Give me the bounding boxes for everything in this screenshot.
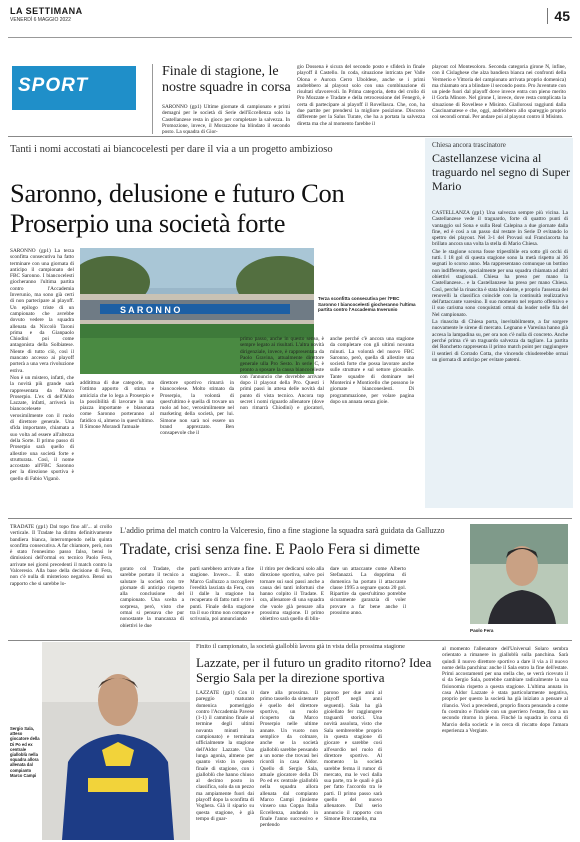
paragraph: dare un attaccante come Alberto Stefanazzi. La dopprima di domenica ha portato il attaccante classe 1995 a segnare quota 20 gol. Ripartire da quest'ultimo potrebbe sicuramente garanzia di voler provare a far bene anche il prossimo anno. (330, 566, 406, 617)
lazzate-kicker: Finito il campionato, la società gialloblù lavora già in vista della prossima stagione (196, 643, 405, 650)
main-story-col-2 (80, 380, 154, 506)
paragraph: SARONNO (gp1) La terza sconfitta consecutiva ha fatto terminare con una giornata di anticipo il campionato del FBC Saronno. I biancocelesti giocheranno l'ultima partita contro l'Accademia Inverunio, ma sono già certi di non partecipare ai playoff. Un epilogo triste di un campionato che avrebbe dovuto vedere la squadra allenata da Niccolò Taroni prima e da Gianpaolo Chiodini poi come antagonista della Solbiatese. Niente di tutto ciò, così il mancato accesso ai playoff porterà a una vera rivoluzione estiva. (10, 248, 74, 374)
main-story-headline: Saronno, delusione e futuro Con Proserpio una società forte (10, 178, 345, 238)
sidebar-kicker: Chiesa ancora trascinatore (432, 141, 506, 149)
top-story-headline: Finale di stagione, le nostre squadre in corsa (162, 64, 291, 95)
divider (8, 640, 572, 641)
lazzate-photo-caption: Sergio Sala, atteso giocatore della Di Po ed ex centrale gialloblù nella squadra allora allenata dal compianto Marco Campi (10, 726, 40, 778)
main-story-col-3 (160, 380, 234, 506)
paragraph: La rinascita di Chiesa porta, inevitabilmente, a far sorgere nuovamente le sirene di mercato. Legnano e Varesina hanno già accesa la lampadina su, per ora non c'è nulla di concreto. Anche perché prima c'è un traguardo salvezza da tagliare. La partita del Ronchetto rappresenta il primo match point per raggiungere il sentieri di Corrado Cotta, che vincendo chiudereebbe ormai un giornata di anticipo per evitare patemi. (432, 319, 568, 363)
main-story-kicker: Tanti i nomi accostati ai biancocelesti per dare il via a un progetto ambizioso (10, 144, 333, 155)
portrait-image (42, 642, 190, 840)
paragraph: CASTELLANZA (gp1) Una salvezza sempre più vicina. La Castellanzese vede il traguardo, forte di quattro punti di vantaggio sul Sona e sulla Real Calepina a due giornate dalla fine, ed è così a un passo dal restare in Serie D evitando lo spettro dei playout. Nel 3-1 del Provasi sul Franciacorta ha brillato ancora una volta la stella di Mario Chiesa. (432, 210, 568, 248)
tradate-kicker: L'addio prima del match contro la Valceresio, fino a fine stagione la squadra sarà guidata da Galluzzo (120, 526, 445, 535)
divider (8, 136, 572, 137)
portrait-image (470, 524, 568, 624)
paragraph: LAZZATE (gp1) Con il pareggio maturato domenica pomeriggio contro l'Accademia Pavese (1-1) il cammino finale al termine degli ultimi novanta minuti in campionato) e terminata ufficialmente la stagione dell'Aldor Lazzate. Una lunga agonia, almeno per quanto visto in questo finale di stagione, con i gialloblù che hanno chiuso al decimo posto in classifica, solo da un pezzo ma ampiamente fuori dai playoff dopo la sconfitta di Voghera. Già il sipario su questa stagione, è già tempo di guar- (196, 690, 254, 822)
main-photo-caption: Terza sconfitta consecutiva per l'FBC Saronno I biancocelesti giocheranno l'ultima partita contro l'Accademia Inverunio (318, 296, 416, 313)
paolo-fera-photo (470, 524, 568, 624)
paragraph: parti sarebbero arrivate a fine stagione. Invece... È stato Marco Galluzzo a raccogliere l'eredità lasciata da Fera, con il dalle la stagione ha recuperato di fatto tutti e tre i punti. Finale della stagione tra il suo ritmo non compare e scrivania, poi annunciando (190, 566, 254, 623)
divider (8, 518, 572, 519)
paragraph: SARONNO (gp1) Ultime giornate di campionato e primi demagni per le società di Serie dell'Eccellenza solo la Castellanzese resta in gioco per completare la salvezza. In Promozione, invece, il Morazzone ha blindato il secondo posto. La squadra di Gior- (162, 104, 290, 136)
lazzate-headline: Lazzate, per il futuro un gradito ritorno? Idea Sergio Sala per la direzione sportiva (196, 655, 432, 685)
paragraph: gorato col Tradate, che sarebbe portato il tecnico a salutare la società con tre giornate di anticipo rispetto alla conclusione del campionato. Una scelta a sorpresa, però, visto che ormai si pensava che pur nonostante la mancanza di obiettivi le due (120, 566, 184, 629)
paragraph: primo passo, anche in questo senso, è sempre legato ai risultati. L'altra novità dirigenziale, invece, è rappresentata da Paolo Gravina, attualmente direttore generale ulla Pro Sesto. In serie C, è pronto a sposare la causa biancoceleste con l'annuncio che dovrebbe arrivare dopo il playout della Pro. Questi i primi passi in attesa delle novità dal punto di vista tecnico. Ancora top secret i nomi riguardo allenatore (dove non rimarrà Chiodini) e giocatori, anche perché c'è ancora una stagione da completare con gli ultimi novanta minuti. La volontà del nuovo FBC Saronno, però, quella di allestire una società forte che possa lavorare anche sulle strutture e sul settore giovanile. Tante squadre di dominare nel Monterini e Monticello che possono le giornate bianconeslesti. Di programmazione, per volare pagina dopo un annata senza gioie. (240, 336, 414, 412)
tradate-col-1 (10, 524, 112, 636)
paragraph: al momento l'allenatore dell'Universal Solaro sembra orientato a rimanere in gialloblù sulla panchina. Sarà quindi il nuovo direttore sportivo a dare il via a il nuovo nome della panchina: anche il Sala entro la fine dell'estate. Primi accostamenti per una stella che, se verrà ricevuto il sì da Sergio Sala, potrebbe cambiare radicalmente la sua fisionomia rispetto a questa stagione. L'ultima annata in casa Aldor Lazzate è stata particolarmente negativa, proprio per questo la società ha già iniziato a pensare al rilancio. Voci a precedenti, proprio finora pensando a come fu costruito e l'indole con un guerriero l'estate, fino a un secondo ritorno in pieno. Finché la squadra in corsa di Marcio della società: e in cerca di riscatto dopo l'amara esperienza a Vergiate. (442, 646, 568, 734)
lazzate-col-2 (260, 690, 318, 838)
publication-name: LA SETTIMANA (10, 6, 83, 16)
paragraph: il ritiro per dedicarsi solo alla direzione sportiva, salvo poi tornare sui suoi passi anche a causa dei tanti infortuni che hanno colpito il Tradate. E ora, allenatore di una squadra che vuole già pensare alla prossima stagione. Il primo obiettivo sarà quello di blin- (260, 566, 324, 623)
page-number: 45 (547, 8, 570, 24)
paragraph: TRADATE (gp1) Dal topo fino all'... al crollo verticale. Il Tradate ha diritto definitivamente bandiera bianca, interrompendo nella quinta sconfitta consecutiva. A far chiamore, però, non è stato l'ennesimo passo falso, bensì le dimissioni dell'ormai ex tecnico Paolo Fera, arrivate nei giorni precedenti il match contro la Valceresio. Alla base della decisione di Fera, non c'è nulla di misterioso negativo. Bensì un rapporto che si sarebbe lo- (10, 524, 112, 587)
top-story-col-1 (162, 104, 290, 136)
tradate-col-3 (190, 566, 254, 636)
paragraph: Non è un mistero, infatti, che la novità più grande sarà rappresentata da Marco Proserpio. L'ex di dell'Aldo Lazzate, infatti, arriverà in biancocelesete verosimilmente con il ruolo di direttore generale. Una sfida importante, chiamata a suo volta ad essere all'altezza della Sorte. Il primo passo di Proserpio sarà quello di allestire una società forte e strutturata. Così, il nome accostato all'FBC Saronno per la direzione sportiva è quello di Fabio Viganò. (10, 374, 74, 482)
lazzate-col-3 (324, 690, 382, 838)
paragraph: gio Dossena è sicura del secondo posto e sfiderà in finale playoff il Castello. In coda, situazione intricata per Valle Olona e Aurora Cerro Uboldese, anche se i primi andrebbero ai playout solo con una combinazione di risultati sfavorevoli. In Prima categoria, detto del crollo di Pro Mozzate e Tradate e della retrocessione del Fenegrò, è certa di partecipare ai playoff il Rovellasca. Che, con, ha due partite per prendersi la migliore posizione. Discorso differente per la Salus Turate, che ha a portata la salvezza diretta ma che al momento farebbe il (297, 64, 425, 127)
paragraph: direttore sportivo rimarrà in biancocelese. Molto stimato da Proserpio, la volontà di quest'ultimo è quella di trovare un ruolo ad hoc, verosimilmente nel marketing della società, per lui. Simone non sarà noi essere un brand apprezzato. Ben consapevole che il (160, 380, 234, 437)
sidebar-body (432, 210, 568, 502)
tradate-col-2 (120, 566, 184, 636)
paragraph: additittua di due categorie, ma l'ottimo apporto di stima e amicizia che lo lega a Proserpio e la possibilità di lavorare in una piazza importante e blasonata come Saronno porteranno al fatidico sì, almeno in quest'ultimo. Il Simone Morandi l'amuale (80, 380, 154, 431)
top-story-col-2 (297, 64, 425, 128)
tradate-headline: Tradate, crisi senza fine. E Paolo Fera si dimette (120, 541, 420, 558)
sergio-sala-photo (42, 642, 190, 840)
issue-date: VENERDÌ 6 MAGGIO 2022 (10, 17, 71, 23)
tradate-col-5 (330, 566, 406, 636)
top-story-col-3 (432, 64, 566, 122)
sidebar-story (425, 138, 573, 508)
paragraph: Che le stagione scorsa fosse tripestibile era sotto gli occhi di tutti. I 18 gol di questa stagione sono la metà rispetto ai 36 segnati lo scorso anno. Ma rappresentano comunque un bottino non indifferente, specialmente per una squadra chiamata ad altri obiettivi stagionali. Chiesa ha preso per mano la Castellanzese... e la Castellanzese ha preso per mano Chiesa. Così, perché la rinascita è stata bivalente, e proprio l'assenza del renovelli la classifica coincide con la continuità realizzativa dell'attaccante varesino. Il suo momento nel reparto offensivo e il suo carisma sono conquistati ormai da leader nelle fila del Nel campionato. (432, 248, 568, 318)
svg-text:S A R O N N O: S A R O N N O (120, 305, 181, 315)
masthead (8, 4, 572, 38)
paragraph: dare alla prossima. Il primo tassello da sistemare è quello del direttore sportivo, un ruolo ricoperto da Marco Proserpio nelle ultime annate. Un vuoto non semplice da colmare, anche se la società gialloblù sarebbe pensando a un nome che trovasi bei ricordi in casa Aldor. Quello di Sergio Sala, attuale giocatore della Di Po ed ex centrale gialloblù nella squadra allora allenata dal compianto Marco Campi (insieme vinsero una Coppa Italia Eccellenza, andando in finale l'anno successivo e perdendo (260, 690, 318, 829)
lazzate-col-1 (196, 690, 254, 838)
lazzate-col-4 (442, 646, 568, 838)
paragraph: playout col Montesoloro. Seconda categoria girone N, infine, con il Cislaghese che alza bandiera bianca nei confronti della Vermerio e Vittoria del campionato arrivata proprio domenica) ma chiamato ora a blindare il secondo posto. Pro Juventute con un piede fuori dal playoff dove invece entra con pieno merito il Gorla Minore. Nel girone I, invece, dove resta complicata la situazione di Rovellese e Misinto. Giallorossi raggiunti dalla Cascinamatese e che, oggi, andrebbero allo spareggio proprio coi secondi ormai. Per andare poi al playout contro il Misinto. (432, 64, 567, 121)
section-label: SPORT (12, 66, 136, 110)
main-story-col-4 (240, 336, 414, 506)
divider (152, 64, 153, 134)
sidebar-headline: Castellanzese vicina al traguardo nel segno di Super Mario (432, 151, 570, 193)
tradate-col-4 (260, 566, 324, 636)
paragraph: parono per due anni al playoff negli anni seguenti). Sala ha già gioiellato fer raggiungere traguardi storici. Una novità assoluta, visto che Sala sembrerebbe proprio in questa stagione di giocare e sarebbe così all'esordio nel ruolo di direttore sportivo. Al momento la società sarebbe ferma il rumor di mercato, ma le voci dalla sua parte, tra le quali è già per fatto l'accordo tra le parti. Il primo passo sarà quello del nuovo allenatore. Dal serio annuncio il rapporto con Simone Broccanello, ma (324, 690, 382, 822)
main-story-col-1 (10, 248, 74, 506)
top-story (162, 64, 568, 134)
tradate-photo-caption: Paolo Fera (470, 628, 494, 633)
